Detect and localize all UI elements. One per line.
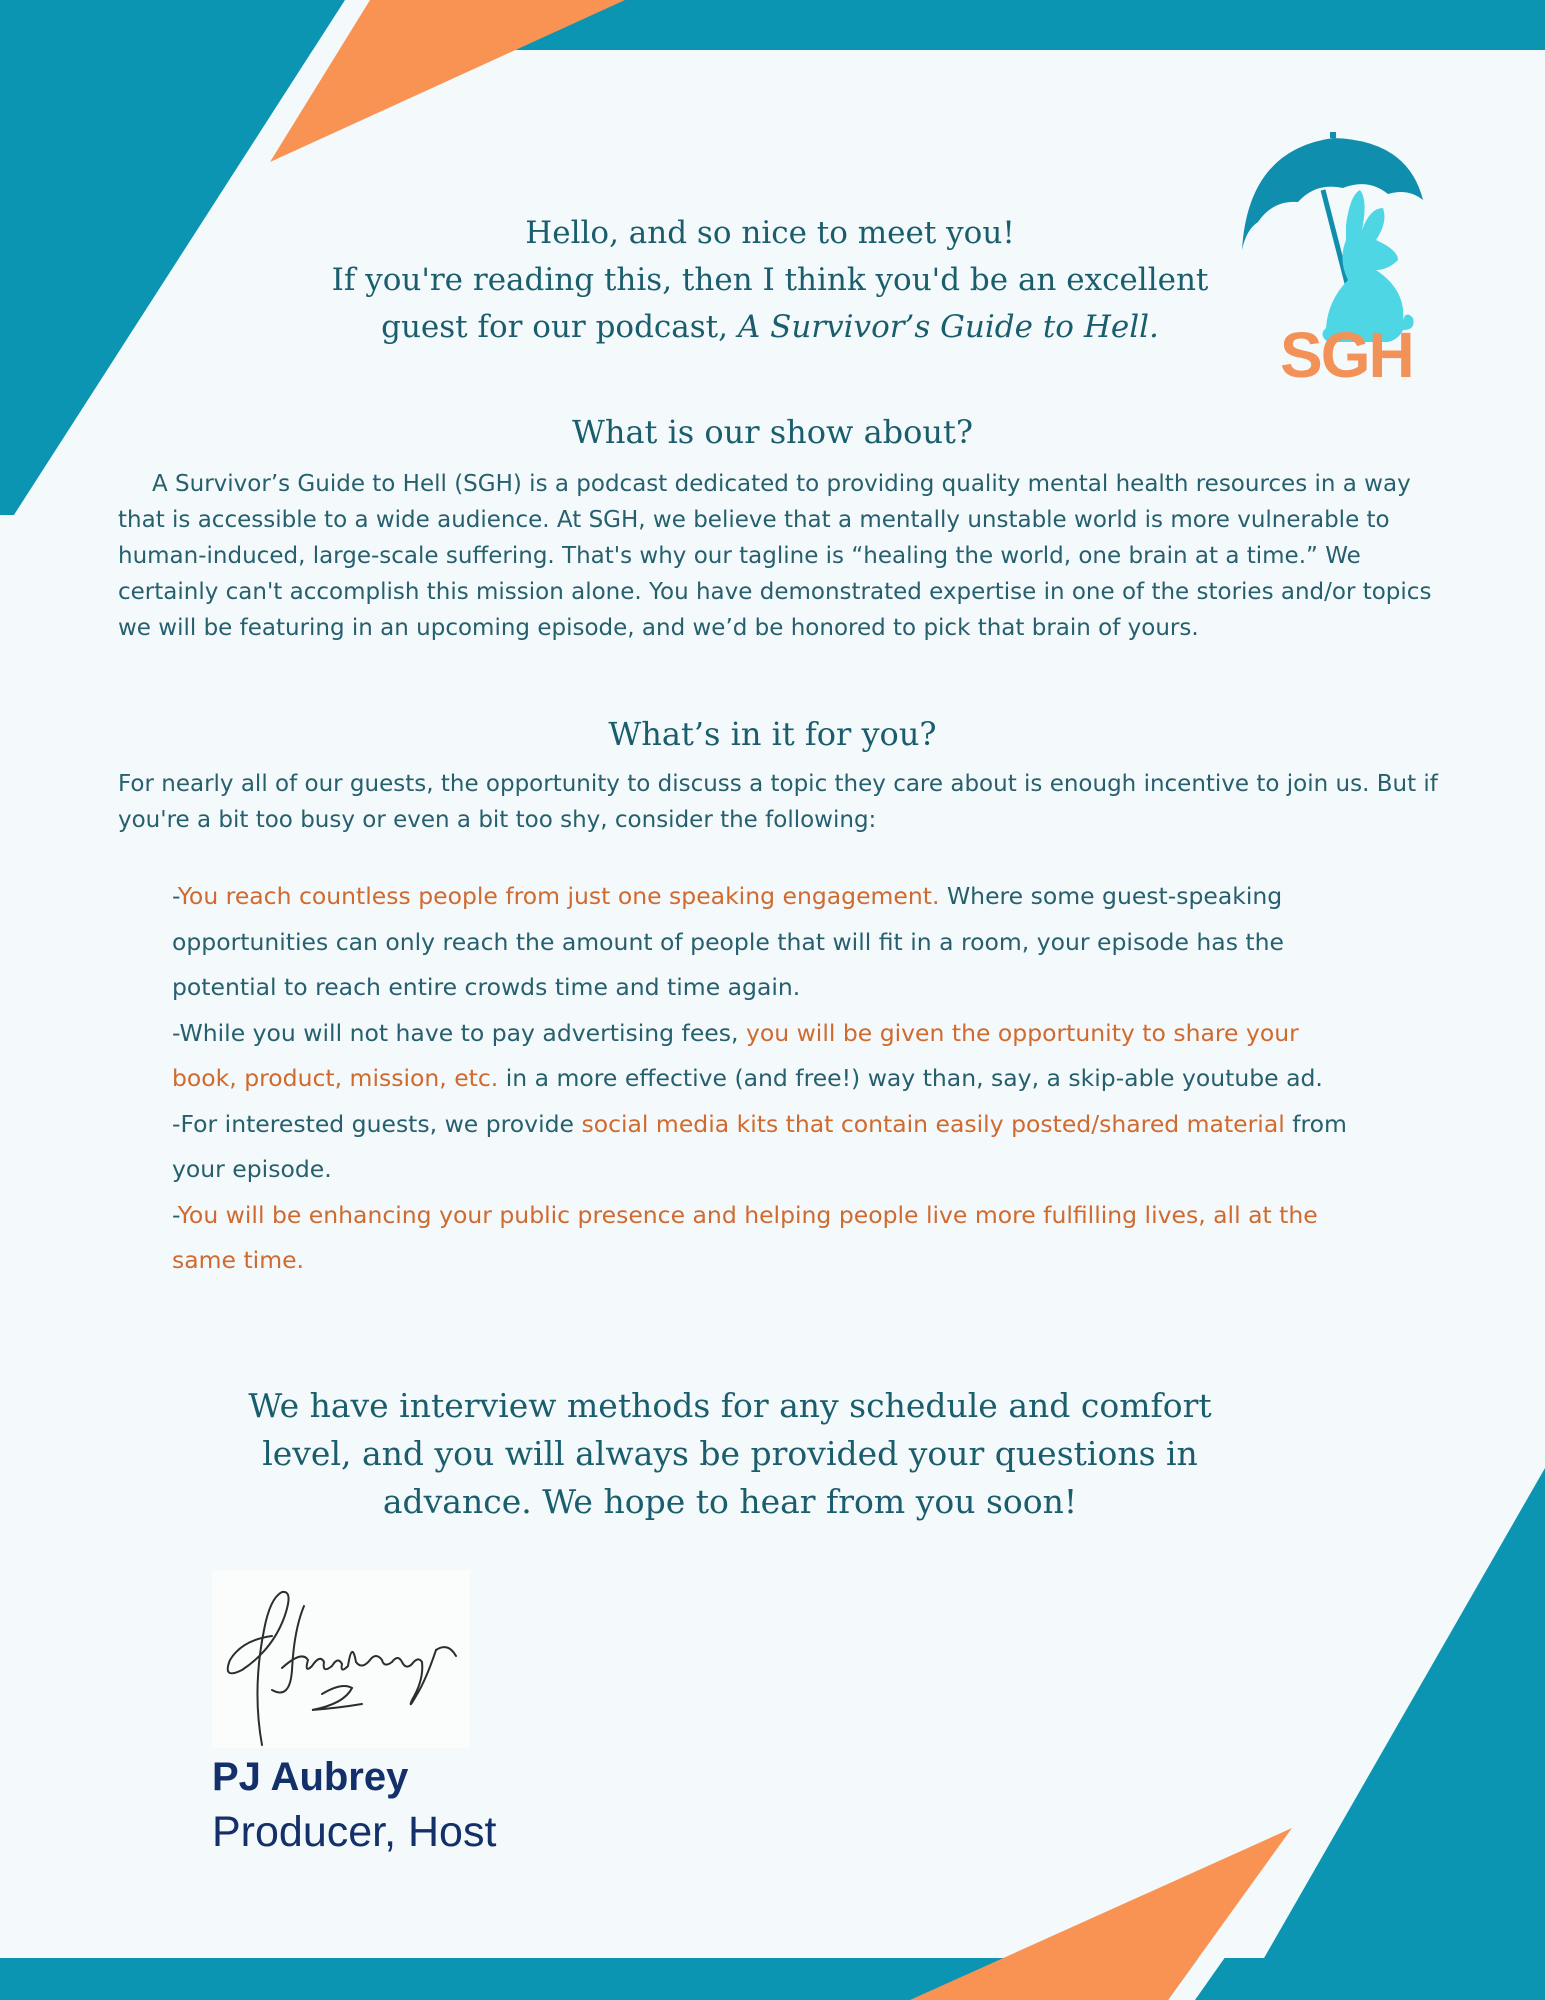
benefit-item: -You will be enhancing your public presence and helping people live more fulfilling lives, all at the same time. [172, 1200, 1318, 1274]
benefits-list [172, 874, 1352, 1284]
signer-name: PJ Aubrey [212, 1755, 409, 1799]
intro-line-3 [270, 304, 1270, 351]
closing-text [230, 1382, 1230, 1526]
heading-show-about: What is our show about? [571, 413, 974, 451]
closing-line-1: We have interview methods for any schedule and comfort [248, 1386, 1212, 1425]
heading-benefits: What’s in it for you? [608, 715, 937, 753]
intro-line-1: Hello, and so nice to meet you! [525, 215, 1015, 251]
benefit-item: -For interested guests, we provide social media kits that contain easily posted/shared material from your episode. [172, 1109, 1347, 1183]
bottom-band [0, 1958, 1545, 2000]
podcast-title: A Survivor’s Guide to Hell. [737, 309, 1159, 345]
show-about-body: A Survivor’s Guide to Hell (SGH) is a podcast dedicated to providing quality mental health resources in a way that is accessible to a wide audience. At SGH, we believe that a mentally unstable world is more vulnerable to human-induced, large-scale suffering. That's why our tagline is “healing the world, one brain at a time.” We certainly can't accomplish this mission alone. You have demonstrated expertise in one of the stories and/or topics we will be featuring in an upcoming episode, and we’d be honored to pick that brain of yours. [118, 471, 1432, 641]
logo-text: SGH [1280, 319, 1413, 391]
benefit-highlight: social media kits that contain easily posted/shared material [581, 1109, 1285, 1138]
signature-image [212, 1570, 470, 1748]
paragraph-benefits: For nearly all of our guests, the opportunity to discuss a topic they care about is enough incentive to join us. But if you're a bit too busy or even a bit too shy, consider the following: [118, 771, 1438, 833]
intro-text [270, 210, 1270, 351]
intro-line-3-prefix: guest for our podcast, [381, 309, 738, 345]
benefit-highlight: you will be given the opportunity to share your book, product, mission, etc. [172, 1018, 1299, 1092]
intro-line-2: If you're reading this, then I think you'd be an excellent [331, 262, 1209, 298]
bottom-right-teal-triangle [1240, 1468, 1545, 2000]
paragraph-show-about [118, 466, 1438, 646]
handwritten-signature-icon [212, 1570, 470, 1748]
closing-line-2: level, and you will always be provided your questions in [262, 1434, 1198, 1473]
signer-role: Producer, Host [212, 1808, 497, 1856]
benefit-highlight: You will be enhancing your public presence and helping people live more fulfilling lives, all at the same time. [172, 1200, 1318, 1274]
benefit-item: -While you will not have to pay advertising fees, you will be given the opportunity to share your book, product, mission, etc. in a more effective (and free!) way than, say, a skip-able youtube ad. [172, 1018, 1323, 1092]
benefit-item: -You reach countless people from just one speaking engagement. Where some guest-speaking opportunities can only reach the amount of people that will fit in a room, your episode has the potential to reach entire crowds time and time again. [172, 882, 1284, 1001]
benefit-highlight: You reach countless people from just one speaking engagement. [177, 882, 940, 910]
closing-line-3: advance. We hope to hear from you soon! [382, 1482, 1078, 1521]
